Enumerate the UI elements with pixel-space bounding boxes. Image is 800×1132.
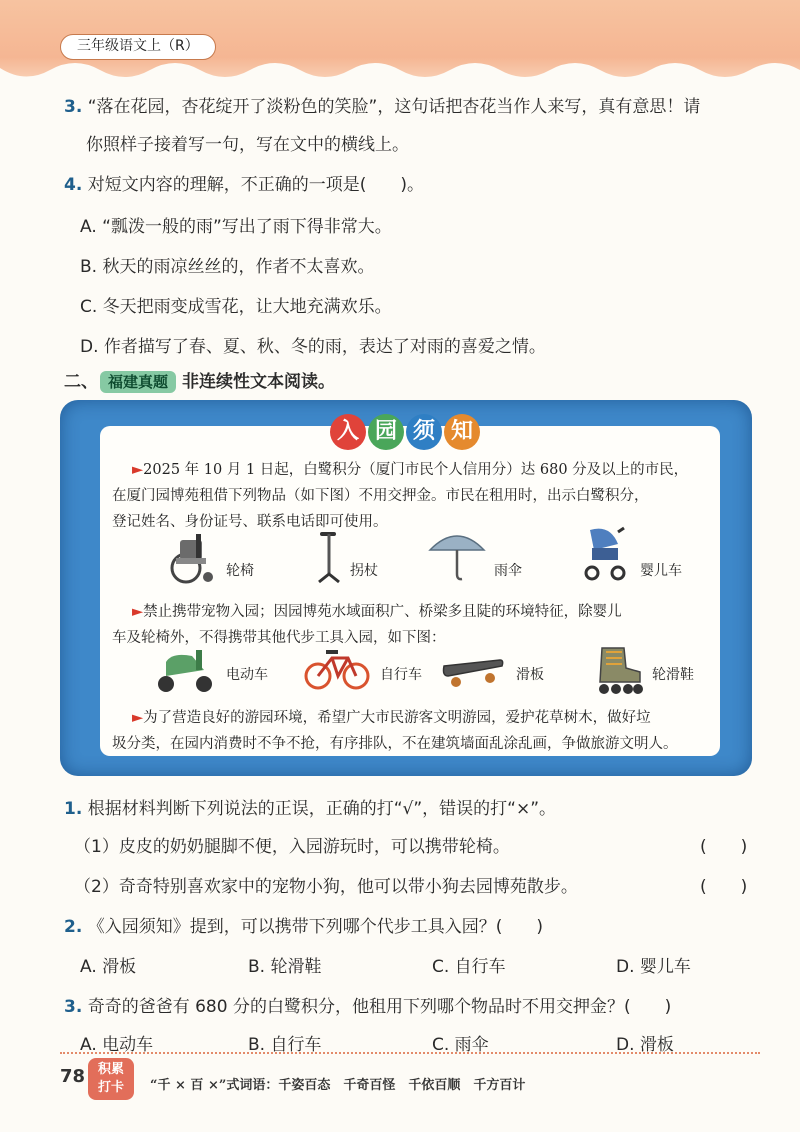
q4-text: 对短文内容的理解，不正确的一项是( )。 [87,175,424,195]
notice-para2-line2: 车及轮椅外，不得携带其他代步工具入园，如下图： [112,630,446,646]
p2-q1-item1: （1）皮皮的奶奶腿脚不便，入园游玩时，可以携带轮椅。 [74,837,510,857]
q2-choice-a: A. 滑板 [80,957,137,977]
q2-text: 《入园须知》提到，可以携带下列哪个代步工具入园？( ) [87,917,543,937]
question-number: 3. [64,997,83,1017]
text: 2025 年 10 月 1 日起，白鹭积分（厦门市民个人信用分）达 680 分及以上的市民， [143,462,689,478]
accumulate-badge [88,1058,134,1100]
umbrella-icon [428,528,486,582]
q3-choice-c: C. 雨伞 [432,1035,489,1055]
text: 为了营造良好的游园环境，希望广大市民游客文明游园，爱护花草树木，做好垃 [143,710,651,726]
p2-q1-stem [64,794,556,819]
book-label: 三年级语文上（R） [60,34,216,60]
wheelchair-icon [166,532,218,584]
q3-line2: 你照样子接着写一句，写在文中的横线上。 [86,135,409,155]
question-number: 1. [64,799,83,819]
header-wave-decoration [0,62,800,88]
banned-item-label: 轮滑鞋 [652,667,694,683]
notice-para1-line3: 登记姓名、身份证号、联系电话即可使用。 [112,514,388,530]
notice-para2-line1 [132,600,622,621]
p2-q2-stem [64,912,543,937]
text: 禁止携带宠物入园；因园博苑水域面积广、桥梁多且陡的环境特征，除婴儿 [143,604,622,620]
banned-item-label: 电动车 [226,667,268,683]
q4-option-d: D. 作者描写了春、夏、秋、冬的雨，表达了对雨的喜爱之情。 [80,337,546,357]
notice-para3-line1 [132,706,651,727]
q4-option-c: C. 冬天把雨变成雪花，让大地充满欢乐。 [80,297,392,317]
section-title: 非连续性文本阅读。 [182,372,336,392]
q3-choice-a: A. 电动车 [80,1035,154,1055]
q3-choice-d: D. 滑板 [616,1035,674,1055]
q2-choice-b: B. 轮滑鞋 [248,957,322,977]
rent-item-label: 轮椅 [226,563,254,579]
skateboard-icon [440,656,506,690]
bullet-arrow-icon: ► [132,604,144,620]
badge-line: 打卡 [97,1080,124,1095]
bullet-arrow-icon: ► [132,462,144,478]
banned-item-label: 滑板 [516,667,544,683]
q3-text: “落在花园，杏花绽开了淡粉色的笑脸”，这句话把杏花当作人来写，真有意思！请 [87,97,701,117]
notice-para3-line2: 圾分类，在园内消费时不争不抢，有序排队，不在建筑墙面乱涂乱画，争做旅游文明人。 [112,736,678,752]
roller-skate-icon [592,642,646,696]
question-number: 4. [64,175,83,195]
rent-item-label: 拐杖 [350,563,378,579]
footer-vocabulary: “千 × 百 ×”式词语：千姿百态 千奇百怪 千依百顺 千方百计 [150,1078,526,1093]
cane-icon [314,530,344,586]
notice-title-char: 园 [368,414,404,450]
p2-q3-stem [64,992,671,1017]
question-number: 2. [64,917,83,937]
notice-title-char: 入 [330,414,366,450]
notice-title [330,414,480,452]
badge-line: 积累 [97,1062,124,1077]
notice-para1-line2: 在厦门园博苑租借下列物品（如下图）不用交押金。市民在租用时，出示白鹭积分， [112,488,649,504]
notice-title-char: 知 [444,414,480,450]
answer-blank[interactable]: ( ) [700,837,748,857]
rent-item-label: 婴儿车 [640,563,682,579]
question-number: 3. [64,97,83,117]
stroller-icon [580,524,632,582]
q2-choice-c: C. 自行车 [432,957,506,977]
q3-choice-b: B. 自行车 [248,1035,322,1055]
q4-stem [64,170,424,195]
page-number: 78 [60,1066,86,1087]
electric-scooter-icon [152,646,218,694]
bicycle-icon [304,644,370,692]
q3-text: 奇奇的爸爸有 680 分的白鹭积分，他租用下列哪个物品时不用交押金？( ) [87,997,672,1017]
banned-item-label: 自行车 [380,667,422,683]
bullet-arrow-icon: ► [132,710,144,726]
notice-title-char: 须 [406,414,442,450]
rent-item-label: 雨伞 [494,563,522,579]
q1-text: 根据材料判断下列说法的正误，正确的打“√”，错误的打“×”。 [87,799,557,819]
q3-line1 [64,92,700,117]
answer-blank[interactable]: ( ) [700,877,748,897]
section-prefix: 二、 [64,372,98,392]
footer-divider [60,1052,760,1054]
notice-para1-line1 [132,458,688,479]
section-heading [64,367,335,393]
p2-q1-item2: （2）奇奇特别喜欢家中的宠物小狗，他可以带小狗去园博苑散步。 [74,877,578,897]
fujian-tag: 福建真题 [100,371,176,393]
q2-choice-d: D. 婴儿车 [616,957,691,977]
q4-option-a: A. “瓢泼一般的雨”写出了雨下得非常大。 [80,217,392,237]
q4-option-b: B. 秋天的雨凉丝丝的，作者不太喜欢。 [80,257,375,277]
